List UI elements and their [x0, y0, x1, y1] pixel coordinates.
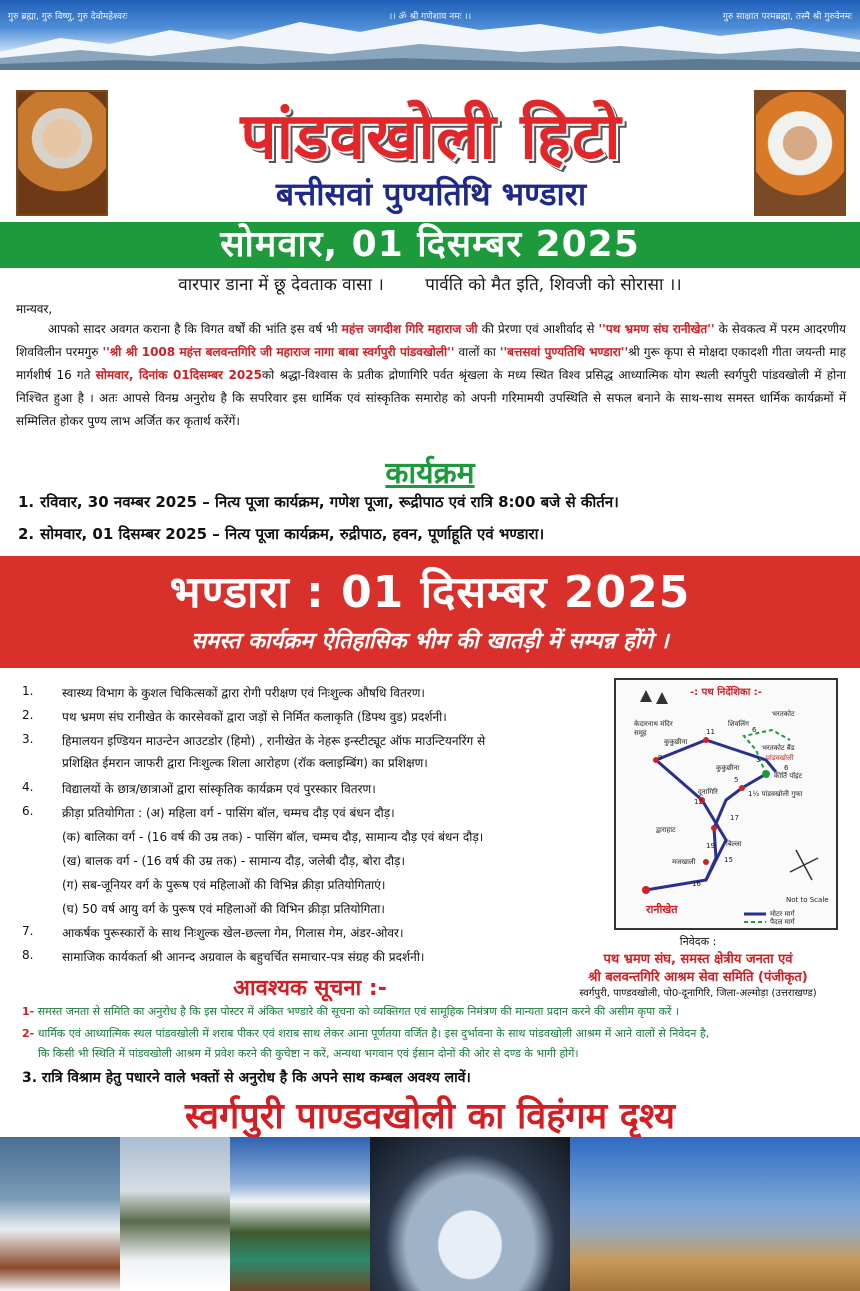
bhandara-title: भण्डारा : 01 दिसम्बर 2025 — [169, 567, 691, 618]
map-distance: 11 — [706, 728, 715, 736]
nivedak-address: स्वर्गपुरी, पाण्डवखोली, पो0-दूनागिरि, जिला-अल्मोड़ा (उत्तराखण्ड) — [579, 988, 817, 999]
notice-item-3: 3. रात्रि विश्राम हेतु पधारने वाले भक्तों से अनुरोध है कि अपने साथ कम्बल अवश्य लावें। — [22, 1070, 471, 1086]
route-lines — [616, 680, 836, 928]
invitation-text-5: श्री गुरू कृपा से मोक्षदा एकादशी गीता जयन्ती माह मार्गशीर्ष 16 गते — [16, 345, 846, 382]
map-label: कीर्ति पॉइंट — [774, 772, 802, 780]
notice-item: कि किसी भी स्थिति में पांडवखोली आश्रम में प्रवेश करने की कुचेष्टा न करें, अन्यथा भगवान एवं ईसान दोनों की ओर से दण्ड के भागी होगें। — [38, 1047, 579, 1060]
map-label: बिल्ला — [726, 840, 742, 848]
gallery-title: स्वर्गपुरी पाण्डवखोली का विहंगम दृश्य — [184, 1096, 676, 1137]
map-distance: 16 — [692, 880, 701, 888]
invitation-text-1: आपको सादर अवगत कराना है कि विगत वर्षों की भांति इस वर्ष भी — [47, 322, 338, 336]
map-label: दूनागिरि — [698, 788, 718, 796]
map-label: भरतकोट बैंड — [762, 744, 795, 752]
map-label: 1½ पांडवखोली गुफा — [748, 790, 803, 798]
route-map — [614, 678, 838, 930]
invitation-text-3: के सेवकत्व में परम आदरणीय शिवविलीन परमगुरु — [16, 322, 846, 359]
verse-line-1: वारपार डाना में छू देवताक वासा । — [178, 275, 384, 295]
map-legend-road: मोटर मार्ग — [770, 910, 795, 918]
gallery-photo-snow-temple — [0, 1137, 120, 1291]
map-city-ranikhet: रानीखेत — [646, 903, 678, 916]
notice-heading: आवश्यक सूचना :- — [233, 976, 387, 1001]
map-label: द्वाराहाट — [656, 826, 676, 834]
map-distance: 6 — [752, 726, 757, 734]
gallery-photo-snow-trees — [120, 1137, 230, 1291]
guru-photo-right — [754, 90, 846, 216]
gallery-photo-meadow — [570, 1137, 860, 1291]
invitation-text-4: वालों का — [458, 345, 496, 359]
gallery-photo-cave-view — [370, 1137, 570, 1291]
map-label: पांडवखोली — [766, 754, 794, 762]
verse-line-2: पार्वति को मैत इति, शिवजी को सोरासा ।। — [425, 275, 682, 295]
invitation-text-2: की प्रेरणा एवं आशीर्वाद से — [481, 322, 595, 336]
bhandara-subtitle: समस्त कार्यक्रम ऐतिहासिक भीम की खातड़ी में सम्पन्न होंगे । — [191, 629, 669, 654]
invitation-text-6: को श्रद्धा-विश्वास के प्रतीक द्रोणागिरि पर्वत श्रृंखला के मध्य स्थित विश्व प्रसिद्ध आध्यात्मिक योग स्थली स्वर्गपुरी पांडवखोली में होना निश्चित हुआ है । अतः आपसे विनम्र अनुरोध है कि सपरिवार इस धार्मिक एवं सांस्कृतिक समारोह को अपनी गरिमामयी उपस्थिति से सफल बनाने के साथ-साथ समस्त धार्मिक कार्यक्रमों में सम्मिलित होकर पुण्य लाभ अर्जित कर कृतार्थ करेंगें। — [16, 368, 846, 428]
banner-left-verse: गुरु ब्रह्मा, गुरु विष्णु, गुरु देवोमहेश्वरः — [8, 12, 128, 22]
mountain-banner — [0, 0, 860, 70]
event-date-band: सोमवार, 01 दिसम्बर 2025 — [0, 222, 860, 268]
gallery-photo-ashram — [230, 1137, 370, 1291]
program-item: 2. सोमवार, 01 दिसम्बर 2025 – नित्य पूजा कार्यक्रम, रुद्रीपाठ, हवन, पूर्णाहूति एवं भण्डारा। — [18, 525, 545, 543]
nivedak-org-1: पथ भ्रमण संघ, समस्त क्षेत्रीय जनता एवं — [603, 952, 793, 967]
map-label: शिवलिंग — [728, 720, 749, 728]
invitation-highlight-1: महंत्त जगदीश गिरि महाराज जी — [341, 322, 478, 336]
map-legend-trek: पैदल मार्ग — [770, 918, 795, 926]
map-label: कुकुछीना — [716, 764, 740, 772]
map-label: केदारनाथ मंदिर समूह — [634, 720, 673, 737]
map-label: Not to Scale — [786, 896, 829, 904]
invitation-highlight-5: सोमवार, दिनांक 01दिसम्बर 2025 — [95, 368, 262, 382]
map-distance: 17 — [730, 814, 739, 822]
poster-subtitle: बत्तीसवां पुण्यतिथि भण्डारा — [275, 175, 587, 213]
map-distance: 15 — [724, 856, 733, 864]
notice-item: 2- धार्मिक एवं आध्यात्मिक स्थल पांडवखोली में शराब पीकर एवं शराब साथ लेकर आना पूर्णतया वर्जित है। इस दुर्भावना के साथ पांडवखोली आश्रम में आने वालों से निवेदन है, — [22, 1027, 710, 1040]
invitation-highlight-3: ''श्री श्री 1008 महंत्त बलवन्तगिरि जी महाराज नागा बाबा स्वर्गपुरी पांडवखोली'' — [102, 345, 455, 359]
map-distance: 5 — [734, 776, 739, 784]
photo-gallery — [0, 1137, 860, 1291]
map-distance: 3 — [756, 756, 761, 764]
banner-center-verse: ।। ॐ श्री गणेशाय नमः ।। — [388, 12, 472, 22]
map-distance: 19 — [706, 842, 715, 850]
notice-item: 1- समस्त जनता से समिति का अनुरोध है कि इस पोस्टर में अंकित भण्डारे की सूचना को व्यक्तिगत एवं सामूहिक निमंत्रण की मान्यता प्रदान करने की असीम कृपा करें । — [22, 1005, 680, 1018]
map-label: मजखाली — [672, 858, 696, 866]
banner-right-verse: गुरु साक्षात परमब्रह्मा, तस्मै श्री गुरुवेनमः — [722, 12, 852, 22]
invitation-highlight-2: ''पथ भ्रमण संघ रानीखेत'' — [598, 322, 715, 336]
salutation: मान्यवर, — [16, 302, 53, 316]
nivedak-label: निवेदक : — [679, 935, 717, 948]
map-title: -: पथ निर्देशिका :- — [690, 687, 762, 698]
bhandara-band — [0, 556, 860, 668]
guru-photo-left — [16, 90, 108, 216]
map-label: कुकुछीना — [664, 738, 688, 746]
poster-title: पांडवखोली हिटो — [240, 100, 622, 174]
map-distance: 12 — [694, 798, 703, 806]
program-item: 1. रविवार, 30 नवम्बर 2025 – नित्य पूजा कार्यक्रम, गणेश पूजा, रूद्रीपाठ एवं रात्रि 8:00 बजे से कीर्तन। — [18, 493, 619, 511]
invitation-paragraph — [16, 318, 846, 433]
map-distance: 9 — [658, 754, 663, 762]
program-heading: कार्यक्रम — [385, 456, 475, 491]
nivedak-org-2: श्री बलवन्तगिरि आश्रम सेवा समिति (पंजीकृत) — [588, 970, 808, 985]
kumaoni-verse — [0, 272, 860, 295]
map-distance: 6 — [784, 764, 789, 772]
invitation-highlight-4: ''बत्तसवां पुण्यतिथि भण्डारा'' — [499, 345, 629, 359]
map-label: भरतकोट — [772, 710, 795, 718]
